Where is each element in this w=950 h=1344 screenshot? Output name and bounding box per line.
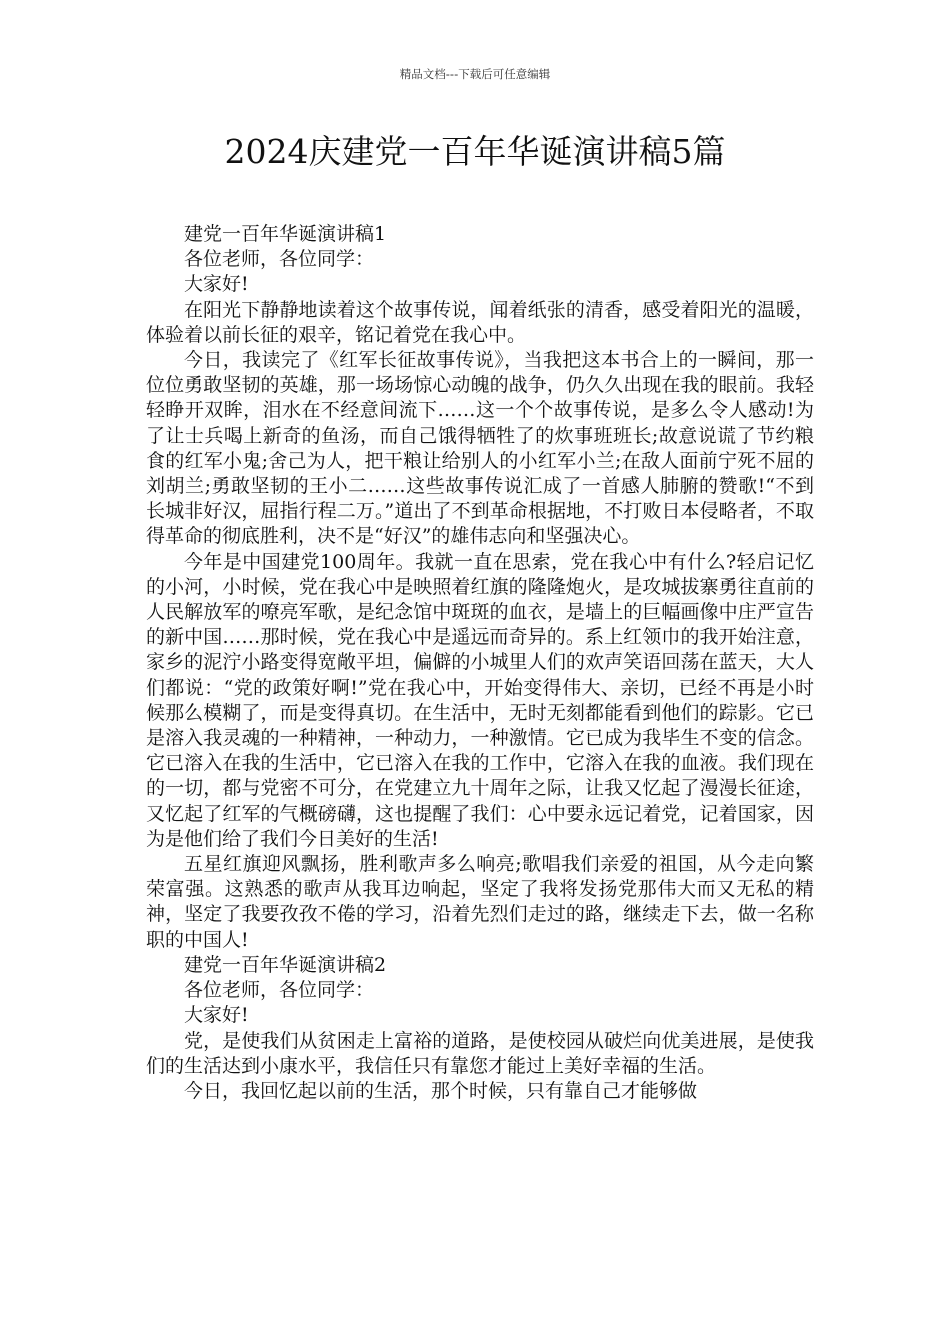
greeting: 大家好!	[184, 1004, 249, 1027]
body-paragraph: 在阳光下静静地读着这个故事传说，闻着纸张的清香，感受着阳光的温暖，体验着以前长征的艰辛，铭记着党在我心中。	[146, 298, 814, 346]
body-paragraph: 今日，我回忆起以前的生活，那个时候，只有靠自己才能够做	[184, 1079, 698, 1102]
body-paragraph: 今日，我读完了《红军长征故事传说》，当我把这本书合上的一瞬间，那一位位勇敢坚韧的英雄，那一场场惊心动魄的战争，仍久久出现在我的眼前。我轻轻睁开双眸，泪水在不经意间流下……这一个个故事传说，是多么令人感动!为了让士兵喝上新奇的鱼汤，而自己饿得牺牲了的炊事班班长;故意说谎了节约粮食的红军小鬼;舍己为人，把干粮让给别人的小红军小兰;在敌人面前宁死不屈的刘胡兰;勇敢坚韧的王小二……这些故事传说汇成了一首感人肺腑的赞歌!“不到长城非好汉，屈指行程二万。”道出了不到革命根据地，不打败日本侵略者，不取得革命的彻底胜利，决不是“好汉”的雄伟志向和坚强决心。	[146, 349, 814, 548]
document-title: 2024庆建党一百年华诞演讲稿5篇	[224, 132, 726, 171]
speech-heading: 建党一百年华诞演讲稿1	[184, 223, 387, 245]
greeting: 大家好!	[184, 273, 249, 296]
salutation: 各位老师，各位同学：	[184, 979, 375, 1002]
body-paragraph: 五星红旗迎风飘扬，胜利歌声多么响亮;歌唱我们亲爱的祖国，从今走向繁荣富强。这熟悉的歌声从我耳边响起，坚定了我将发扬党那伟大而又无私的精神，坚定了我要孜孜不倦的学习，沿着先烈们走过的路，继续走下去，做一名称职的中国人!	[146, 853, 814, 951]
salutation: 各位老师，各位同学：	[184, 248, 375, 271]
body-paragraph: 今年是中国建党100周年。我就一直在思索，党在我心中有什么?轻启记忆的小河，小时候，党在我心中是映照着红旗的隆隆炮火，是攻城拔寨勇往直前的人民解放军的嘹亮军歌，是纪念馆中斑斑的血衣，是墙上的巨幅画像中庄严宣告的新中国……那时候，党在我心中是遥远而奇异的。系上红领巾的我开始注意，家乡的泥泞小路变得宽敞平坦，偏僻的小城里人们的欢声笑语回荡在蓝天，大人们都说：“党的政策好啊!”党在我心中，开始变得伟大、亲切，已经不再是小时候那么模糊了，而是变得真切。在生活中，无时无刻都能看到他们的踪影。它已是溶入我灵魂的一种精神，一种动力，一种激情。它已成为我毕生不变的信念。它已溶入在我的生活中，它已溶入在我的工作中，它溶入在我的血液。我们现在的一切，都与党密不可分，在党建立九十周年之际，让我又忆起了漫漫长征途，又忆起了红军的气概磅礴，这也提醒了我们：心中要永远记着党，记着国家，因为是他们给了我们今日美好的生活!	[146, 550, 814, 850]
header-note: 精品文档---下载后可任意编辑	[399, 67, 551, 81]
body-paragraph: 党，是使我们从贫困走上富裕的道路，是使校园从破烂向优美进展，是使我们的生活达到小康水平，我信任只有靠您才能过上美好幸福的生活。	[146, 1029, 814, 1077]
speech-heading: 建党一百年华诞演讲稿2	[184, 953, 387, 976]
document-body	[146, 222, 814, 1104]
